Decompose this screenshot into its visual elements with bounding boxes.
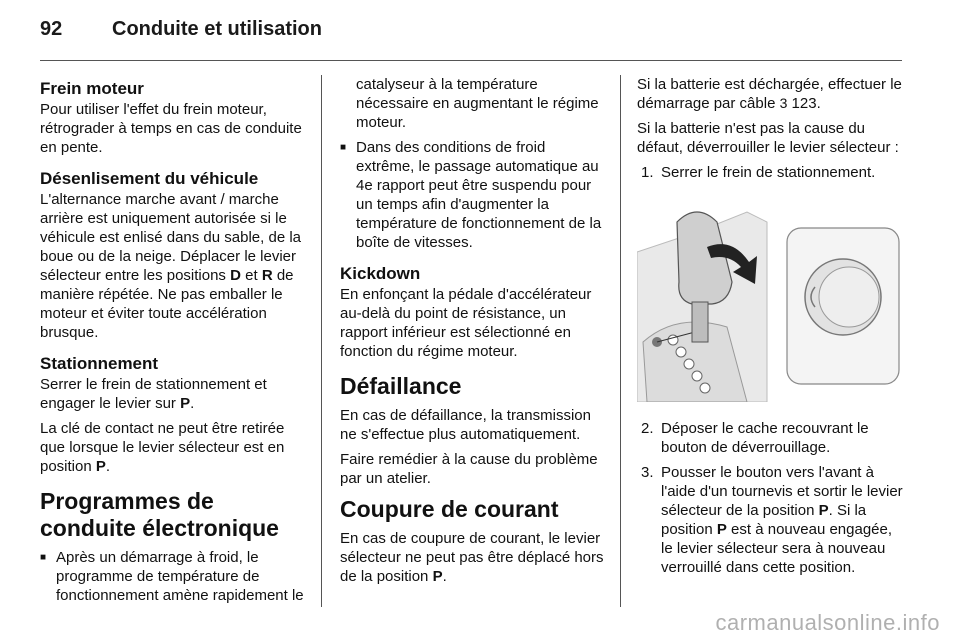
bullet-continuation: catalyseur à la température nécessaire en augmentant le régime moteur. bbox=[356, 76, 599, 131]
section-desenlisement bbox=[40, 169, 308, 342]
selector-lever-illustration bbox=[637, 192, 905, 402]
steps-list bbox=[637, 163, 905, 182]
page-number: 92 bbox=[40, 18, 63, 40]
column-2 bbox=[340, 75, 606, 592]
heading-frein-moteur: Frein moteur bbox=[40, 79, 144, 98]
section-frein-moteur bbox=[40, 79, 308, 157]
heading-stationnement: Stationnement bbox=[40, 354, 159, 373]
text-desenlisement: L'alternance marche avant / marche arrière est uniquement autorisée si le véhicule est enlisé dans du sable, de la boue ou de la neige. Déplacer le levier sélecteur entre les positions D et R de manière répétée. Ne pas emballer le moteur et éviter toute accélération brusque. bbox=[40, 191, 302, 341]
text-defaillance-1: En cas de défaillance, la transmission ne s'effectue plus automatiquement. bbox=[340, 407, 591, 443]
bullet-list-programmes bbox=[40, 548, 308, 605]
heading-desenlisement: Désenlisement du véhicule bbox=[40, 169, 259, 188]
steps-list-cont bbox=[637, 419, 905, 577]
text-coupure: En cas de coupure de courant, le levier sélecteur ne peut pas être déplacé hors de la position P. bbox=[340, 530, 604, 585]
text-frein-moteur: Pour utiliser l'effet du frein moteur, rétrograder à temps en cas de conduite en pente. bbox=[40, 101, 302, 156]
list-item: 3. Pousser le bouton vers l'avant à l'aide d'un tournevis et sortir le levier sélecteur de la position P. Si la position P est à nouveau engagée, le levier sélecteur sera à nouveau verrouillé dans cette position. bbox=[641, 464, 903, 576]
section-kickdown bbox=[340, 264, 606, 361]
page-header bbox=[40, 18, 322, 41]
text-deverrouiller: Si la batterie n'est pas la cause du défaut, déverrouiller le levier sélecteur : bbox=[637, 120, 899, 156]
page-ref-icon: 3 bbox=[779, 95, 788, 111]
text-stationnement-2: La clé de contact ne peut être retirée que lorsque le levier sélecteur est en position P. bbox=[40, 420, 285, 475]
heading-defaillance: Défaillance bbox=[340, 373, 462, 399]
list-item: 2. Déposer le cache recouvrant le bouton de déverrouillage. bbox=[641, 420, 869, 456]
heading-kickdown: Kickdown bbox=[340, 264, 421, 283]
column-1 bbox=[40, 75, 308, 610]
watermark: carmanualsonline.info bbox=[715, 610, 940, 635]
text-batterie: Si la batterie est déchargée, effectuer le démarrage par câble 3 123. bbox=[637, 76, 902, 112]
column-3 bbox=[637, 75, 905, 583]
header-rule bbox=[40, 60, 902, 61]
list-item: ■ Après un démarrage à froid, le programme de température de fonctionnement amène rapidement le bbox=[40, 548, 308, 605]
heading-coupure: Coupure de courant bbox=[340, 496, 559, 522]
text-kickdown: En enfonçant la pédale d'accélérateur au-delà du point de résistance, un rapport inférieur est sélectionné en fonction du régime moteur. bbox=[340, 286, 592, 360]
text-stationnement-1: Serrer le frein de stationnement et engager le levier sur P. bbox=[40, 376, 267, 412]
heading-programmes: Programmes de conduite électronique bbox=[40, 488, 279, 541]
column-divider-1 bbox=[321, 75, 322, 607]
text-defaillance-2: Faire remédier à la cause du problème par un atelier. bbox=[340, 451, 598, 487]
list-item: 1. Serrer le frein de stationnement. bbox=[641, 164, 876, 181]
bullet-list-cont bbox=[340, 138, 606, 252]
section-stationnement bbox=[40, 354, 308, 476]
column-divider-2 bbox=[620, 75, 621, 607]
list-item: ■ Dans des conditions de froid extrême, le passage automatique au 4e rapport peut être suspendu pour un temps afin d'augmenter la température de fonctionnement de la boîte de vitesses. bbox=[340, 138, 606, 252]
chapter-title: Conduite et utilisation bbox=[112, 18, 322, 40]
